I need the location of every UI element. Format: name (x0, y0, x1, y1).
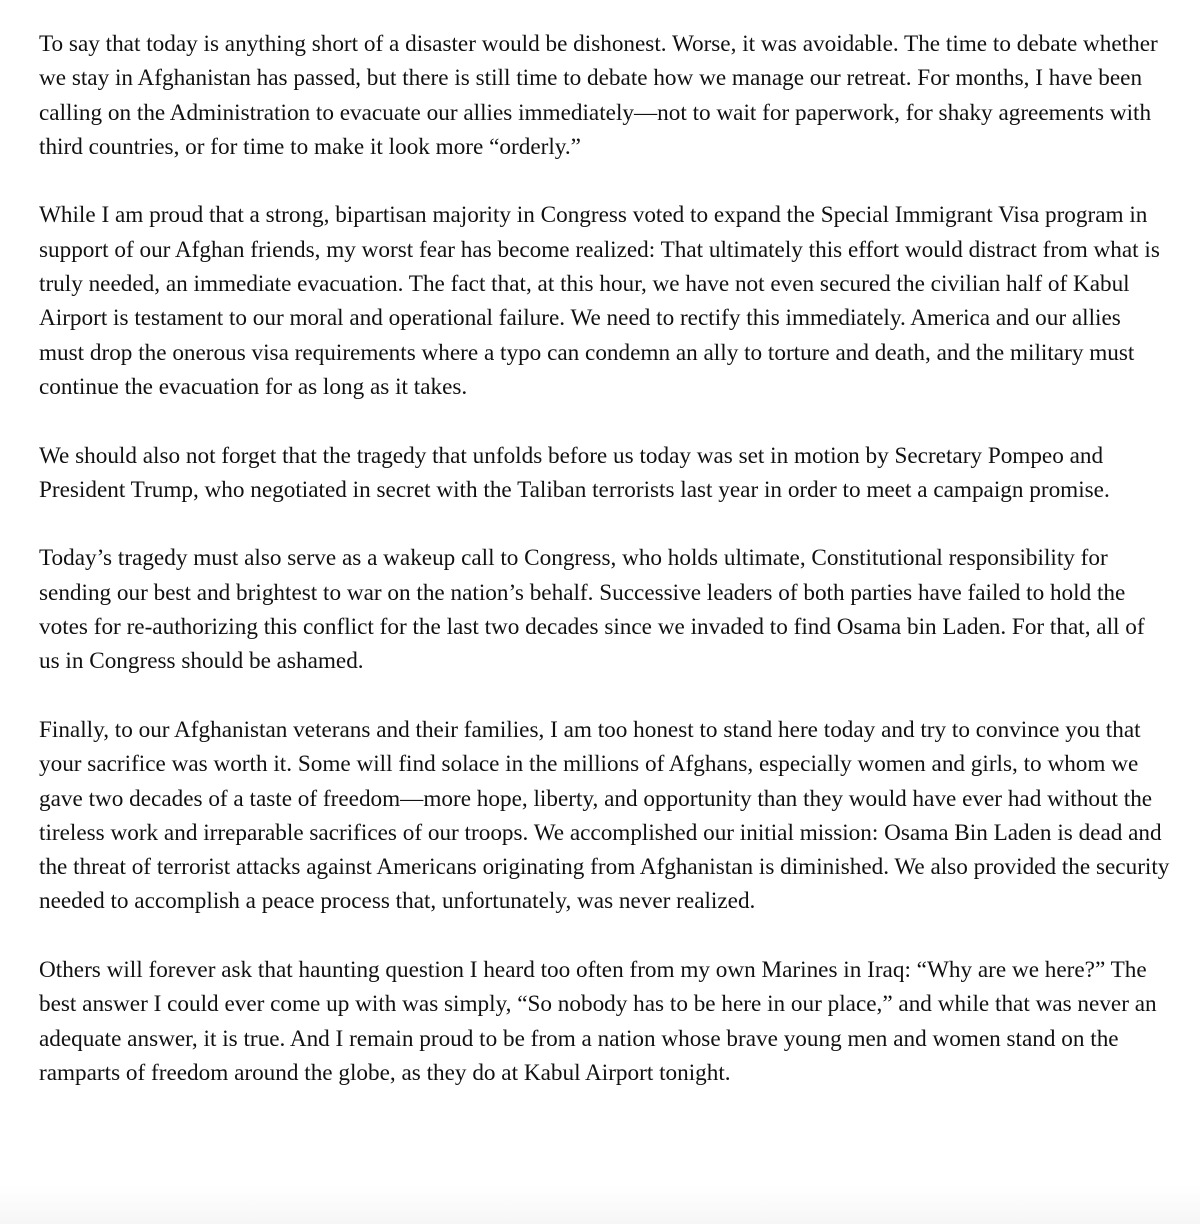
statement-body (39, 27, 1170, 1090)
paragraph-3: We should also not forget that the tragedy that unfolds before us today was set in motion by Secretary Pompeo and President Trump, who negotiated in secret with the Taliban terrorists last year in order to meet a campaign promise. (39, 442, 1110, 503)
paragraph-5: Finally, to our Afghanistan veterans and their families, I am too honest to stand here today and try to convince you that your sacrifice was worth it. Some will find solace in the millions of Afghans, especially women and girls, to whom we gave two decades of a taste of freedom—more hope, liberty, and opportunity than they would have ever had without the tireless work and irreparable sacrifices of our troops. We accomplished our initial mission: Osama Bin Laden is dead and the threat of terrorist attacks against Americans originating from Afghanistan is diminished. We also provided the security needed to accomplish a peace process that, unfortunately, was never realized. (39, 716, 1170, 915)
paragraph-4: Today’s tragedy must also serve as a wakeup call to Congress, who holds ultimate, Constitutional responsibility for sending our best and brightest to war on the nation’s behalf. Successive leaders of both parties have failed to hold the votes for re-authorizing this conflict for the last two decades since we invaded to find Osama bin Laden. For that, all of us in Congress should be ashamed. (39, 545, 1145, 675)
paragraph-6: Others will forever ask that haunting question I heard too often from my own Marines in Iraq: “Why are we here?” The best answer I could ever come up with was simply, “So nobody has to be here in our place,” and while that was never an adequate answer, it is true. And I remain proud to be from a nation whose brave young men and women stand on the ramparts of freedom around the globe, as they do at Kabul Airport tonight. (39, 957, 1157, 1086)
paragraph-1: To say that today is anything short of a disaster would be dishonest. Worse, it was avoidable. The time to debate whether we stay in Afghanistan has passed, but there is still time to debate how we manage our retreat. For months, I have been calling on the Administration to evacuate our allies immediately—not to wait for paperwork, for shaky agreements with third countries, or for time to make it look more “orderly.” (39, 31, 1158, 160)
paragraph-2: While I am proud that a strong, bipartisan majority in Congress voted to expand the Special Immigrant Visa program in support of our Afghan friends, my worst fear has become realized: That ultimately this effort would distract from what is truly needed, an immediate evacuation. The fact that, at this hour, we have not even secured the civilian half of Kabul Airport is testament to our moral and operational failure. We need to rectify this immediately. America and our allies must drop the onerous visa requirements where a typo can condemn an ally to torture and death, and the military must continue the evacuation for as long as it takes. (39, 202, 1160, 400)
